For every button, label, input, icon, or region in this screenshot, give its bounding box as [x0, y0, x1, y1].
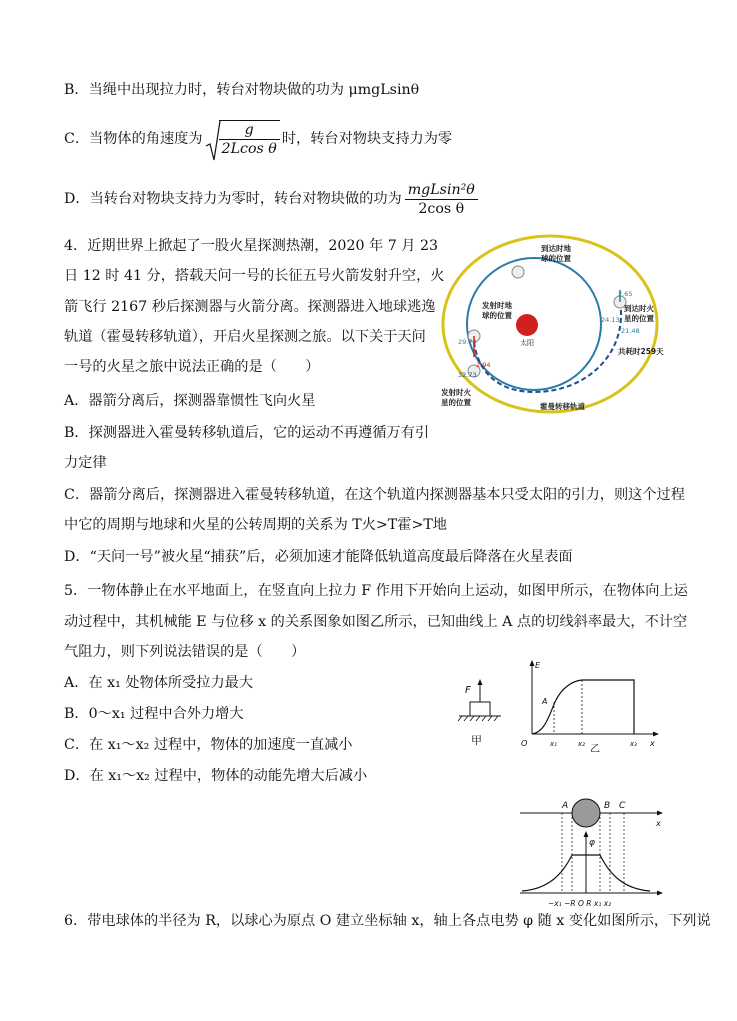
sun	[516, 314, 538, 336]
value-24-13: 24.13	[601, 316, 620, 324]
y-axis-arrow	[530, 660, 535, 666]
label-hohmann: 霍曼转移轨道	[540, 402, 585, 411]
earth-arrival	[512, 266, 524, 278]
label-axis-ticks: −x₁ −R O R x₁ x₂	[548, 899, 612, 908]
figure-jia	[453, 676, 513, 754]
q5-stem-line-3: 气阻力，则下列说法错误的是（ ）	[64, 644, 306, 660]
label-x1: x₁	[550, 740, 557, 748]
q5-option-d: D．在 x₁～x₂ 过程中，物体的动能先增大后减小	[64, 768, 368, 784]
label-A: A	[562, 801, 569, 811]
figure-jia-caption: 甲	[471, 734, 482, 747]
q5-option-c: C．在 x₁～x₂ 过程中，物体的加速度一直减小	[64, 737, 353, 753]
label-x-top: x	[656, 819, 661, 828]
q4-stem-line-1: 4．近期世界上掀起了一股火星探测热潮，2020 年 7 月 23	[64, 238, 439, 254]
q5-option-a: A．在 x₁ 处物体所受拉力最大	[64, 675, 254, 691]
charged-sphere	[572, 799, 600, 827]
potential-graph-figure	[518, 795, 668, 913]
label-launch-mars-1: 发射时火	[441, 388, 471, 397]
q4-stem-line-3: 箭飞行 2167 秒后探测器与火箭分离。探测器进入地球逃逸	[64, 299, 436, 315]
q3-d-numerator: mgLsin²θ	[405, 181, 478, 200]
q3-option-b: B．当绳中出现拉力时，转台对物块做的功为 μmgLsinθ	[64, 82, 420, 98]
value-2-65: 2.65	[618, 290, 633, 298]
q4-stem-line-4: 轨道（霍曼转移轨道），开启火星探测之旅。以下关于天问	[64, 329, 426, 345]
figure-yi-energy-graph	[518, 656, 662, 752]
q3-option-c-prefix: C．当物体的角速度为	[64, 131, 203, 147]
label-sun: 太阳	[520, 339, 534, 347]
q5-option-b: B．0～x₁ 过程中合外力增大	[64, 706, 244, 722]
label-B: B	[604, 801, 611, 811]
label-arrive-mars-2: 星的位置	[624, 314, 654, 323]
q3-c-fraction	[219, 120, 280, 158]
label-launch-earth-1: 发射时地	[482, 301, 512, 310]
sqrt-expression	[205, 120, 280, 158]
q6-stem: 6．带电球体的半径为 R，以球心为原点 O 建立坐标轴 x，轴上各点电势 φ 随 x 变化如图所示，下列说	[64, 913, 711, 929]
energy-curve	[532, 680, 634, 734]
q3-d-denominator: 2cos θ	[418, 200, 465, 217]
q3-option-d-prefix: D．当转台对物块支持力为零时，转台对物块做的功为	[64, 191, 402, 207]
label-C: C	[619, 801, 626, 811]
q4-stem-line-2: 日 12 时 41 分，搭载天问一号的长征五号火箭发射升空，火	[64, 268, 445, 284]
q4-option-b-line-1: B．探测器进入霍曼转移轨道后，它的运动不再遵循万有引	[64, 425, 430, 441]
q4-option-c-line-2: 中它的周期与地球和火星的公转周期的关系为 T火>T霍>T地	[64, 517, 447, 533]
force-label: F	[465, 685, 471, 696]
x-axis-arrow	[653, 732, 659, 737]
label-E: E	[535, 661, 541, 670]
label-x3: x₃	[630, 740, 637, 748]
label-O: O	[521, 739, 528, 748]
q4-option-c-line-1: C．器箭分离后，探测器进入霍曼转移轨道，在这个轨道内探测器基本只受太阳的引力，则这个过程	[64, 487, 685, 503]
mars-transfer-orbit-figure	[438, 232, 666, 416]
block	[470, 702, 490, 716]
label-x2: x₂	[578, 740, 585, 748]
label-total-days: 共耗时259天	[618, 347, 664, 356]
arrow-head	[478, 679, 483, 685]
label-launch-earth-2: 球的位置	[482, 311, 512, 320]
q5-stem-line-2: 动过程中，其机械能 E 与位移 x 的关系图象如图乙所示，已知曲线上 A 点的切线斜率最大，不计空	[64, 614, 688, 630]
label-phi: φ	[589, 838, 595, 848]
label-arrive-earth-1: 到达时地	[541, 244, 571, 253]
label-launch-mars-2: 星的位置	[441, 398, 471, 407]
q3-option-d	[64, 178, 481, 220]
label-A: A	[542, 697, 548, 706]
label-arrive-earth-2: 球的位置	[541, 254, 571, 263]
phi-axis-arrow	[584, 831, 589, 837]
x-axis-top-arrow	[657, 811, 663, 816]
q4-option-b-line-2: 力定律	[64, 455, 107, 471]
q3-c-numerator: g	[219, 121, 280, 140]
q3-d-fraction	[405, 181, 478, 218]
q3-option-c-suffix: 时，转台对物块支持力为零	[281, 131, 453, 147]
ground-hatch	[458, 716, 498, 721]
value-21-48: 21.48	[621, 327, 640, 335]
value-2-94: 2.94	[476, 361, 491, 369]
label-arrive-mars-1: 到达时火	[624, 304, 654, 313]
value-29-79: 29.79	[458, 338, 477, 346]
value-32-73: 32.73	[458, 371, 477, 379]
q4-option-a: A．器箭分离后，探测器靠惯性飞向火星	[64, 393, 316, 409]
label-x: x	[650, 739, 655, 748]
q3-option-c	[64, 117, 452, 161]
x-axis-bottom-arrow	[657, 891, 663, 896]
q4-stem-line-5: 一号的火星之旅中说法正确的是（ ）	[64, 359, 320, 375]
q4-option-d: D．“天问一号”被火星“捕获”后，必须加速才能降低轨道高度最后降落在火星表面	[64, 549, 573, 565]
q5-stem-line-1: 5．一物体静止在水平地面上，在竖直向上拉力 F 作用下开始向上运动，如图甲所示，在物体向上运	[64, 583, 688, 599]
radical-sign	[205, 120, 221, 162]
q3-c-denominator: 2Lcos θ	[221, 141, 277, 157]
figure-yi-caption: 乙	[590, 744, 600, 752]
